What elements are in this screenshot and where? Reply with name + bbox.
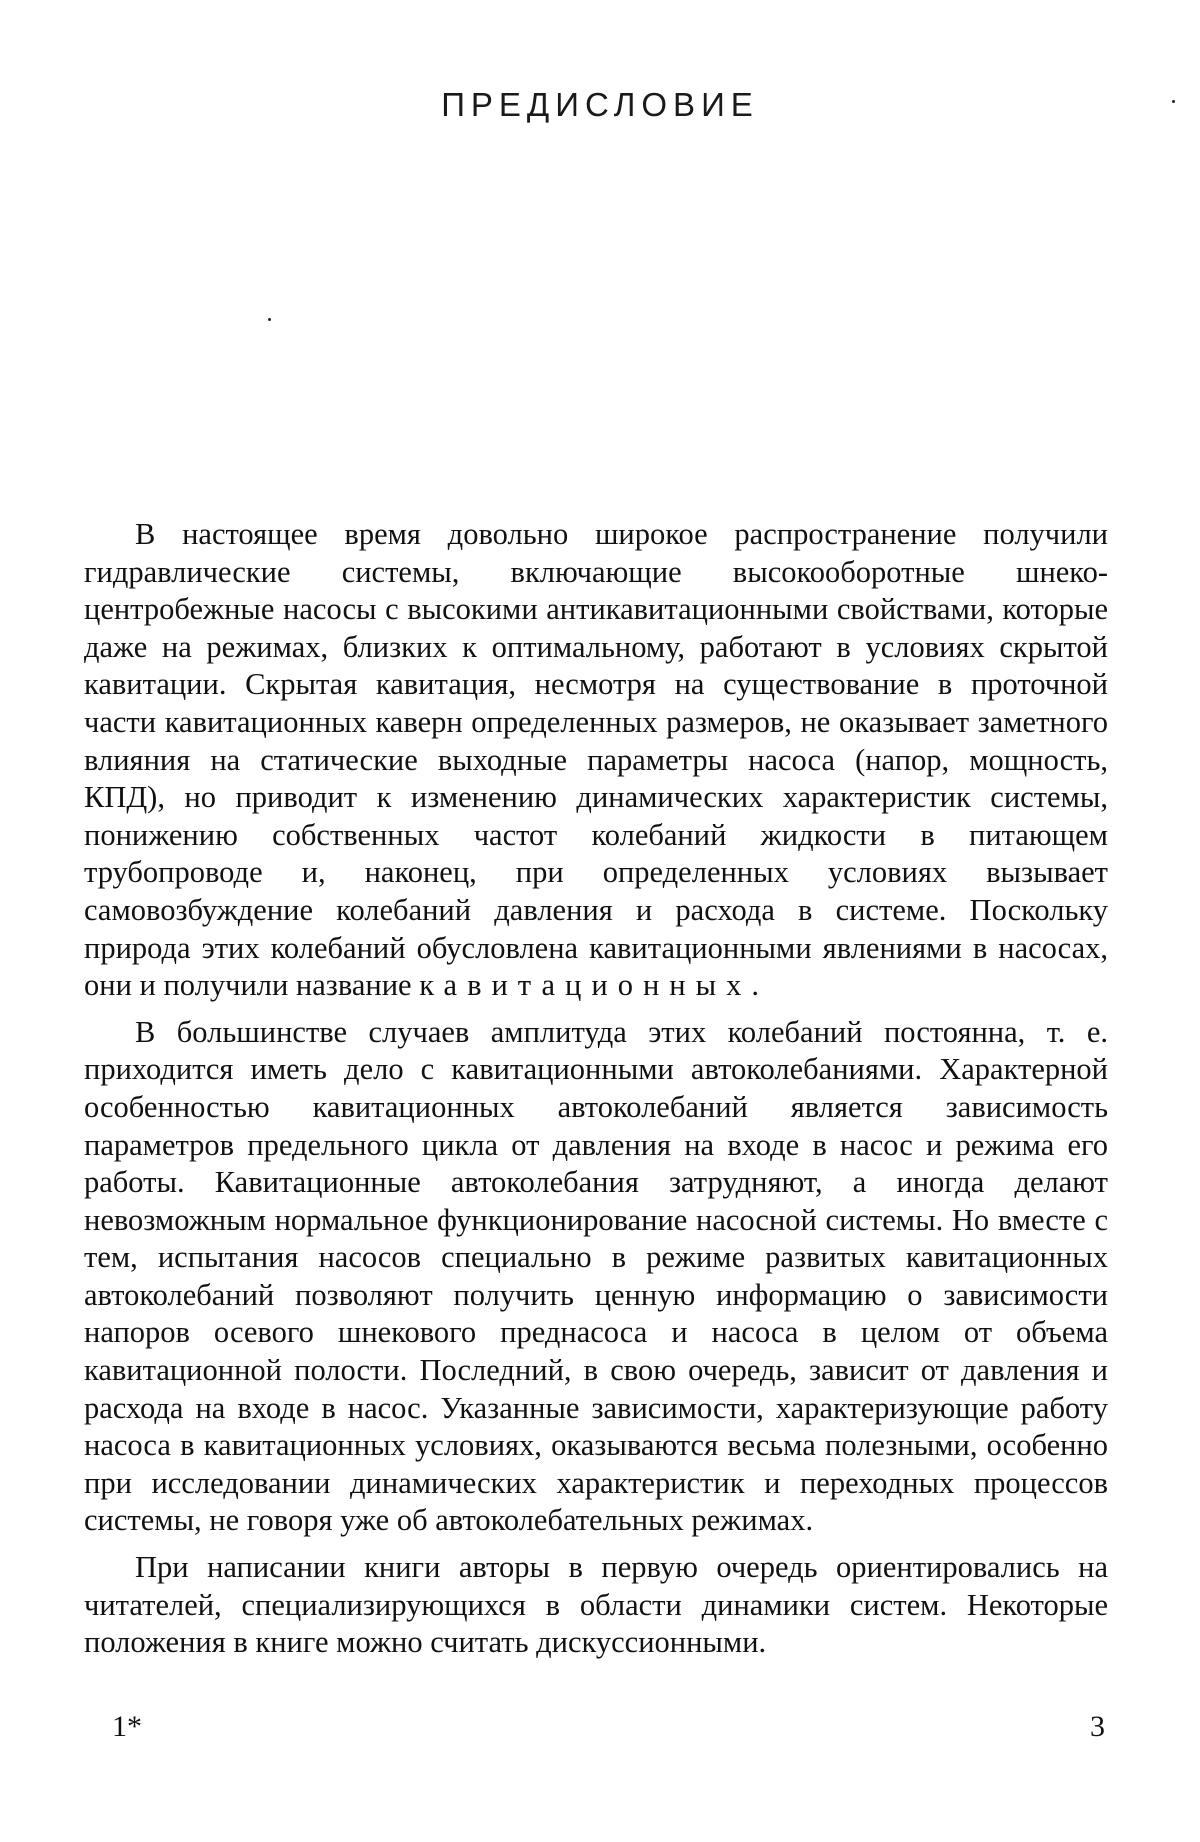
print-speck <box>268 318 271 321</box>
paragraph-1-text: В настоящее время довольно широкое распространение получили гидравлические системы, включающие высокооборотные шнеко-центробежные насосы с высокими антикавитационными свойствами, которые даже на режимах, близких к оптимальному, работают в условиях скрытой кавитации. Скрытая кавитация, несмотря на существование в проточной части кавитационных каверн определенных размеров, не оказывает заметного влияния на статические выходные параметры насоса (напор, мощность, КПД), но приводит к изменению динамических характеристик системы, понижению собственных частот колебаний жидкости в питающем трубопроводе и, наконец, при определенных условиях вызывает самовозбуждение колебаний давления и расхода в системе. Поскольку природа этих колебаний обусловлена кавитационными явлениями в насосах, они и получили название <box>84 517 1108 1003</box>
paragraph-1-tail: . <box>751 968 759 1003</box>
page-title: ПРЕДИСЛОВИЕ <box>441 86 759 124</box>
print-speck <box>1172 100 1175 103</box>
page-number: 3 <box>1090 1710 1105 1743</box>
paragraph-1 <box>84 516 1108 1005</box>
signature-mark: 1* <box>112 1710 142 1743</box>
paragraph-2: В большинстве случаев амплитуда этих колебаний постоянна, т. е. приходится иметь дело с кавитационными автоколебаниями. Характерной особенностью кавитационных автоколебаний является зависимость параметров предельного цикла от давления на входе в насос и режима его работы. Кавитационные автоколебания затрудняют, а иногда делают невозможным нормальное функционирование насосной системы. Но вместе с тем, испытания насосов специально в режиме развитых кавитационных автоколебаний позволяют получить ценную информацию о зависимости напоров осевого шнекового преднасоса и насоса в целом от объема кавитационной полости. Последний, в свою очередь, зависит от давления и расхода на входе в насос. Указанные зависимости, характеризующие работу насоса в кавитационных условиях, оказываются весьма полезными, особенно при исследовании динамических характеристик и переходных процессов системы, не говоря уже об автоколебательных режимах. <box>84 1014 1108 1538</box>
emphasized-term: кавитационных <box>419 968 752 1003</box>
paragraph-3: При написании книги авторы в первую очередь ориентировались на читателей, специализирующихся в области динамики систем. Некоторые положения в книге можно считать дискуссионными. <box>84 1550 1108 1660</box>
body-text <box>84 516 1108 1662</box>
